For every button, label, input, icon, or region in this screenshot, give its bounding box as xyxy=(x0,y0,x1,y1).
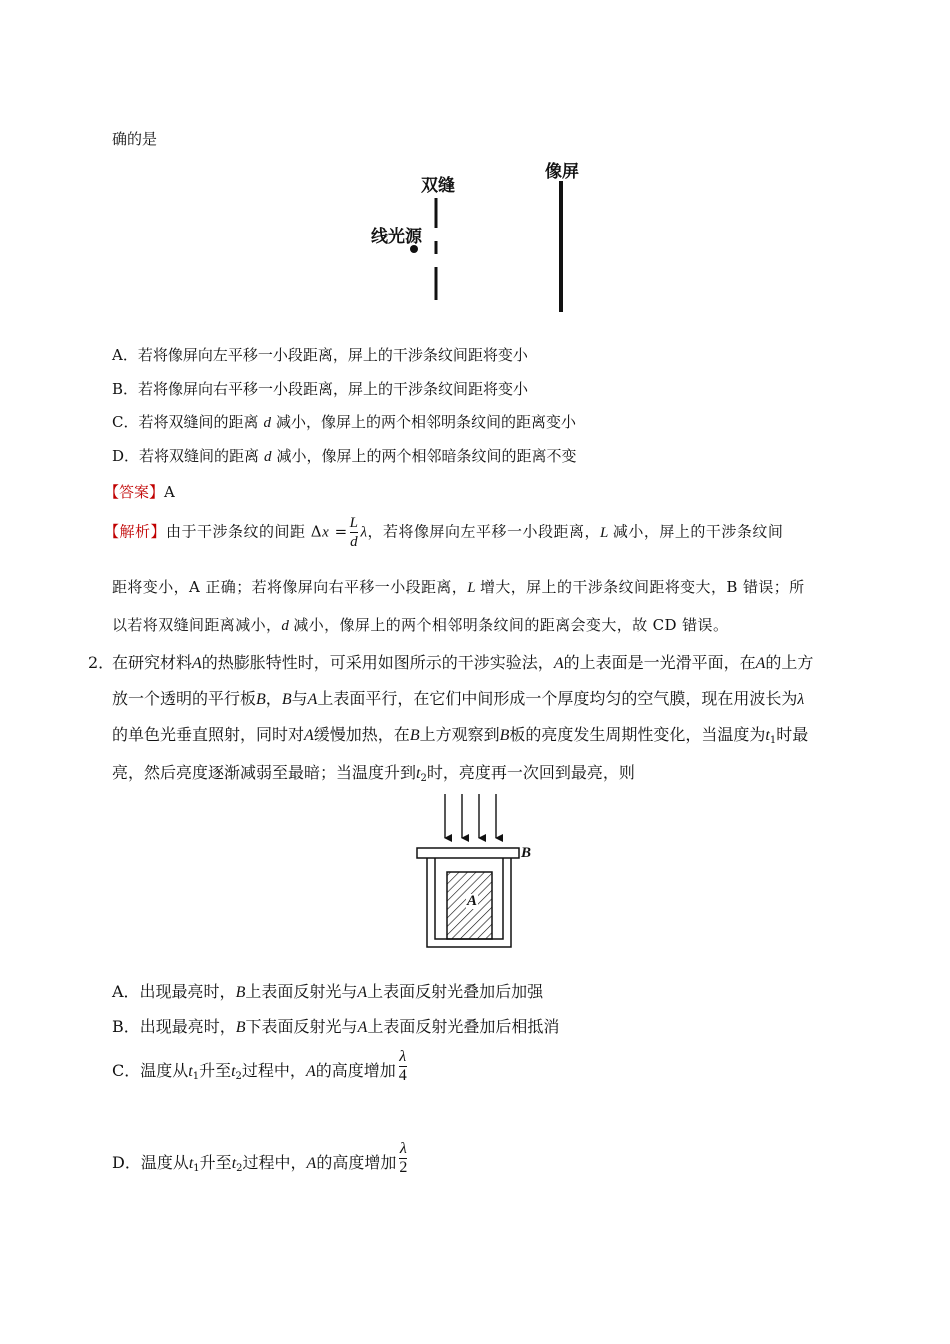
fraction-lambda-over-4 xyxy=(399,1048,407,1085)
analysis-line2-L: L xyxy=(467,580,476,596)
q2-option-d xyxy=(112,1139,407,1193)
q2-option-a-mid: 上表面反射光与 xyxy=(245,982,358,1001)
q1-option-d xyxy=(112,445,577,466)
var-A: A xyxy=(755,655,766,672)
q1-option-d-pre: D．若将双缝间的距离 xyxy=(112,447,260,465)
q2-line4-b: 时，亮度再一次回到最亮，则 xyxy=(426,763,635,782)
q2-option-d-pre: D．温度从 xyxy=(112,1153,189,1172)
sub-2: 2 xyxy=(235,1071,242,1082)
q2-line2-d: 上表面平行，在它们中间形成一个厚度均匀的空气膜，现在用波长为 xyxy=(317,689,798,708)
frac-num-lambda: λ xyxy=(399,1140,407,1157)
var-A: A xyxy=(192,655,202,672)
q1-analysis-line1 xyxy=(104,514,783,551)
q2-option-d-mid2: 过程中， xyxy=(242,1153,307,1172)
var-A: A xyxy=(553,655,564,672)
q1-analysis-line3 xyxy=(112,614,728,635)
label-B: B xyxy=(521,845,532,861)
frac-den-2: 2 xyxy=(399,1159,408,1176)
sub-1: 1 xyxy=(769,735,777,746)
frac-num-lambda: λ xyxy=(399,1048,407,1065)
var-A: A xyxy=(305,1063,316,1080)
sub-2: 2 xyxy=(236,1163,243,1174)
q2-option-b xyxy=(112,1014,559,1037)
var-B: B xyxy=(499,727,510,744)
q1-intro-tail: 确的是 xyxy=(112,130,158,148)
q2-line1-c: 的上表面是一光滑平面，在 xyxy=(563,653,756,672)
formula-x: x xyxy=(322,524,330,541)
var-t: t xyxy=(231,1063,236,1080)
q1-analysis-line2 xyxy=(112,576,805,597)
q2-line2-a: 放一个透明的平行板 xyxy=(112,689,257,708)
analysis-line2-post: 增大，屏上的干涉条纹间距将变大，B 错误；所 xyxy=(479,578,805,596)
sub-2: 2 xyxy=(420,773,427,784)
answer-tag: 【答案】 xyxy=(104,483,165,501)
formula-numerator: L xyxy=(349,515,359,531)
label-image-screen: 像屏 xyxy=(545,162,579,182)
q2-line3-a: 的单色光垂直照射，同时对 xyxy=(112,725,305,744)
sub-1: 1 xyxy=(193,1163,200,1174)
q2-option-c-pre: C．温度从 xyxy=(112,1061,189,1080)
var-B: B xyxy=(256,691,266,708)
q2-line4 xyxy=(112,760,635,784)
plate-B xyxy=(417,848,519,858)
q2-option-c xyxy=(112,1047,407,1101)
q1-option-b: B．若将像屏向右平移一小段距离，屏上的干涉条纹间距将变小 xyxy=(112,380,529,398)
q1-option-c xyxy=(112,411,576,432)
var-t: t xyxy=(188,1155,194,1172)
q2-option-b-mid: 下表面反射光与 xyxy=(245,1017,358,1036)
q1-option-d-post: 减小，像屏上的两个相邻暗条纹间的距离不变 xyxy=(276,447,577,465)
q2-option-a-pre: A．出现最亮时， xyxy=(112,982,236,1001)
var-B: B xyxy=(409,727,420,744)
var-A: A xyxy=(357,1019,368,1036)
analysis-line3-pre: 以若将双缝间距离减小， xyxy=(112,616,282,634)
q2-option-a-post: 上表面反射光叠加后加强 xyxy=(367,982,544,1001)
analysis-line1-post: ，若将像屏向左平移一小段距离， xyxy=(367,522,600,541)
q2-line2 xyxy=(112,686,804,709)
q2-line3 xyxy=(112,722,808,746)
q2-option-c-mid2: 过程中， xyxy=(241,1061,306,1080)
analysis-line1-pre: 由于干涉条纹的间距 Δ xyxy=(166,522,323,541)
q2-line2-c: 与 xyxy=(291,689,308,708)
formula-eq: = xyxy=(329,522,348,541)
answer-value: A xyxy=(164,483,175,501)
analysis-tag: 【解析】 xyxy=(104,522,167,541)
var-B: B xyxy=(235,984,246,1001)
analysis-line1-tail: 减小，屏上的干涉条纹间 xyxy=(612,522,784,541)
q1-option-c-post: 减小，像屏上的两个相邻明条纹间的距离变小 xyxy=(275,413,576,431)
analysis-line3-d: d xyxy=(281,618,290,634)
q2-line3-c: 上方观察到 xyxy=(419,725,500,744)
q1-option-c-var: d xyxy=(263,415,271,431)
analysis-line3-post: 减小，像屏上的两个相邻明条纹间的距离会变大，故 CD 错误。 xyxy=(293,616,729,634)
frac-den-4: 4 xyxy=(398,1067,407,1084)
q2-line3-e: 时最 xyxy=(776,725,809,744)
label-double-slit: 双缝 xyxy=(421,176,455,196)
formula-denominator: d xyxy=(350,534,359,550)
var-A: A xyxy=(304,727,314,744)
var-t: t xyxy=(416,765,421,782)
label-line-source: 线光源 xyxy=(371,227,422,247)
q2-option-c-post: 的高度增加 xyxy=(315,1061,396,1080)
formula-lambda: λ xyxy=(360,524,368,541)
q1-answer xyxy=(104,481,175,502)
q2-option-c-mid: 升至 xyxy=(199,1061,232,1080)
var-A: A xyxy=(306,1155,317,1172)
sub-1: 1 xyxy=(192,1071,200,1082)
q1-option-a: A．若将像屏向左平移一小段距离，屏上的干涉条纹间距将变小 xyxy=(112,346,528,364)
label-A: A xyxy=(467,893,478,909)
q2-line1-d: 的上方 xyxy=(765,653,814,672)
var-t: t xyxy=(188,1063,193,1080)
q2-line4-a: 亮，然后亮度逐渐减弱至最暗；当温度升到 xyxy=(112,763,417,782)
var-B: B xyxy=(281,691,292,708)
q2-line1-b: 的热膨胀特性时，可采用如图所示的干涉实验法， xyxy=(201,653,554,672)
q2-option-b-pre: B．出现最亮时， xyxy=(112,1017,236,1036)
q2-line3-b: 缓慢加热，在 xyxy=(313,725,410,744)
q1-option-d-var: d xyxy=(264,449,272,465)
analysis-line2-pre: 距将变小，A 正确；若将像屏向右平移一小段距离， xyxy=(112,578,468,596)
var-A: A xyxy=(357,984,368,1001)
var-t: t xyxy=(765,727,770,744)
q2-line1-a: 在研究材料 xyxy=(112,653,193,672)
q2-option-d-mid: 升至 xyxy=(199,1153,232,1172)
q2-line3-d: 板的亮度发生周期性变化，当温度为 xyxy=(509,725,766,744)
q2-option-a xyxy=(112,979,543,1002)
var-A: A xyxy=(307,691,318,708)
q2-number: 2． xyxy=(88,653,115,672)
q2-option-b-post: 上表面反射光叠加后相抵消 xyxy=(367,1017,560,1036)
fraction-lambda-over-2 xyxy=(399,1140,407,1177)
q2-line1 xyxy=(112,650,813,673)
var-B: B xyxy=(235,1019,246,1036)
thermal-expansion-svg xyxy=(405,790,555,955)
q1-option-c-pre: C．若将双缝间的距离 xyxy=(112,413,259,431)
q2-option-d-post: 的高度增加 xyxy=(316,1153,397,1172)
thermal-expansion-diagram xyxy=(405,790,555,955)
var-lambda: λ xyxy=(797,691,805,708)
formula-fraction xyxy=(350,514,359,551)
q2-line2-b: ， xyxy=(265,689,282,708)
analysis-line1-L: L xyxy=(600,524,609,541)
var-t: t xyxy=(231,1155,237,1172)
